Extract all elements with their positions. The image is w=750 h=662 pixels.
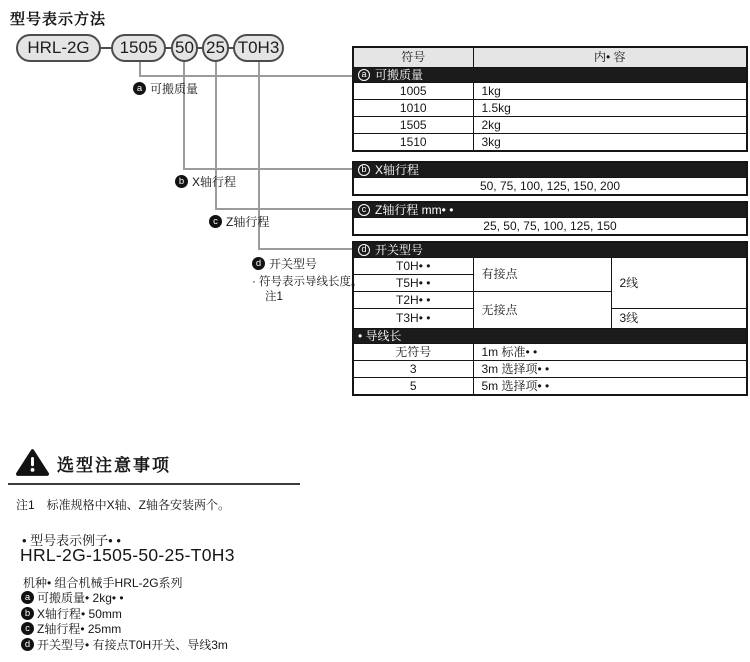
badge-b-icon: b bbox=[175, 175, 188, 188]
switch-wire-count: 3线 bbox=[611, 309, 747, 329]
z-stroke-values: 25, 50, 75, 100, 125, 150 bbox=[353, 218, 747, 236]
payload-table bbox=[352, 46, 748, 152]
example-spec-payload bbox=[21, 589, 124, 606]
example-spec-text: X轴行程• 50mm bbox=[37, 607, 122, 621]
x-stroke-table bbox=[352, 161, 748, 196]
switch-model: T0H• • bbox=[353, 258, 473, 275]
payload-value: 3kg bbox=[473, 134, 747, 152]
x-stroke-values: 50, 75, 100, 125, 150, 200 bbox=[353, 178, 747, 196]
callout-switch-label: 开关型号 bbox=[269, 257, 318, 271]
badge-a-icon: a bbox=[21, 591, 34, 604]
switch-contact-type: 有接点 bbox=[473, 258, 611, 292]
badge-a-icon: a bbox=[133, 82, 146, 95]
table-row bbox=[353, 361, 747, 378]
example-model-number: HRL-2G-1505-50-25-T0H3 bbox=[20, 545, 235, 565]
table-row bbox=[353, 83, 747, 100]
notice-note1: 注1 标准规格中X轴、Z轴各安装两个。 bbox=[16, 498, 231, 512]
payload-symbol: 1010 bbox=[353, 100, 473, 117]
switch-band-row bbox=[353, 242, 747, 258]
connector-line bbox=[183, 168, 352, 170]
switch-model: T5H• • bbox=[353, 275, 473, 292]
connector-line bbox=[215, 208, 352, 210]
payload-value: 1.5kg bbox=[473, 100, 747, 117]
switch-contact-type: 无接点 bbox=[473, 292, 611, 329]
callout-z-stroke bbox=[209, 213, 269, 230]
switch-model: T2H• • bbox=[353, 292, 473, 309]
table-header-row bbox=[353, 47, 747, 68]
notice-divider bbox=[8, 483, 300, 485]
example-spec-text: 开关型号• 有接点T0H开关、导线3m bbox=[37, 638, 228, 652]
badge-d-icon: d bbox=[21, 638, 34, 651]
example-spec-switch bbox=[21, 636, 228, 653]
callout-x-stroke-label: X轴行程 bbox=[192, 175, 237, 189]
notice-heading: 选型注意事项 bbox=[57, 455, 171, 475]
table-row bbox=[353, 100, 747, 117]
connector-line bbox=[139, 62, 141, 76]
switch-band-label: 开关型号 bbox=[375, 242, 424, 257]
notice-header bbox=[16, 449, 171, 477]
payload-symbol: 1505 bbox=[353, 117, 473, 134]
lead-value: 3m 选择项• • bbox=[473, 361, 747, 378]
connector-line bbox=[183, 62, 185, 169]
model-pill-payload: 1505 bbox=[111, 34, 166, 62]
badge-b-icon: b bbox=[21, 607, 34, 620]
badge-d-icon: d bbox=[252, 257, 265, 270]
z-stroke-band-label: Z轴行程 mm• • bbox=[375, 202, 454, 217]
badge-d-icon: d bbox=[358, 244, 370, 256]
table-row bbox=[353, 378, 747, 396]
x-stroke-band-row bbox=[353, 162, 747, 178]
lead-band-label: • 导线长 bbox=[358, 328, 402, 343]
table-row bbox=[353, 178, 747, 196]
example-spec-text: 可搬质量• 2kg• • bbox=[37, 591, 124, 605]
table-row bbox=[353, 344, 747, 361]
callout-switch-note: · 符号表示导线长度。 bbox=[252, 276, 363, 288]
connector-line bbox=[139, 75, 352, 77]
connector-line bbox=[258, 248, 352, 250]
payload-symbol: 1510 bbox=[353, 134, 473, 152]
lead-value: 1m 标准• • bbox=[473, 344, 747, 361]
badge-c-icon: c bbox=[358, 204, 370, 216]
lead-value: 5m 选择项• • bbox=[473, 378, 747, 396]
model-pill-x-stroke: 50 bbox=[171, 34, 198, 62]
lead-symbol: 无符号 bbox=[353, 344, 473, 361]
example-spec-text: Z轴行程• 25mm bbox=[37, 622, 122, 636]
badge-a-icon: a bbox=[358, 69, 370, 81]
lead-band-row bbox=[353, 329, 747, 344]
callout-switch bbox=[252, 255, 317, 272]
payload-band-label: 可搬质量 bbox=[375, 67, 424, 82]
header-symbol: 符号 bbox=[353, 47, 473, 68]
table-row bbox=[353, 134, 747, 152]
lead-symbol: 5 bbox=[353, 378, 473, 396]
table-row bbox=[353, 258, 747, 275]
model-pill-switch: T0H3 bbox=[233, 34, 284, 62]
example-title: • 型号表示例子• • bbox=[22, 533, 121, 548]
table-row bbox=[353, 117, 747, 134]
z-stroke-band-row bbox=[353, 202, 747, 218]
lead-symbol: 3 bbox=[353, 361, 473, 378]
payload-band-row bbox=[353, 68, 747, 83]
callout-switch-note-ref: 注1 bbox=[265, 291, 283, 303]
callout-payload-label: 可搬质量 bbox=[150, 82, 199, 96]
callout-z-stroke-label: Z轴行程 bbox=[226, 215, 270, 229]
example-spec-z-stroke bbox=[21, 620, 121, 637]
badge-c-icon: c bbox=[209, 215, 222, 228]
badge-b-icon: b bbox=[358, 164, 370, 176]
example-machine-line: 机种• 组合机械手HRL-2G系列 bbox=[23, 576, 183, 590]
switch-wire-count: 2线 bbox=[611, 258, 747, 309]
x-stroke-band-label: X轴行程 bbox=[375, 162, 420, 177]
model-pill-z-stroke: 25 bbox=[202, 34, 229, 62]
callout-payload bbox=[133, 80, 198, 97]
model-pill-series: HRL-2G bbox=[16, 34, 101, 62]
switch-model: T3H• • bbox=[353, 309, 473, 329]
header-content: 内• 容 bbox=[473, 47, 747, 68]
payload-symbol: 1005 bbox=[353, 83, 473, 100]
warning-icon bbox=[16, 449, 49, 477]
payload-value: 2kg bbox=[473, 117, 747, 134]
table-row bbox=[353, 218, 747, 236]
payload-value: 1kg bbox=[473, 83, 747, 100]
switch-table bbox=[352, 241, 748, 396]
badge-c-icon: c bbox=[21, 622, 34, 635]
page-title: 型号表示方法 bbox=[10, 11, 107, 28]
z-stroke-table bbox=[352, 201, 748, 236]
callout-x-stroke bbox=[175, 173, 236, 190]
